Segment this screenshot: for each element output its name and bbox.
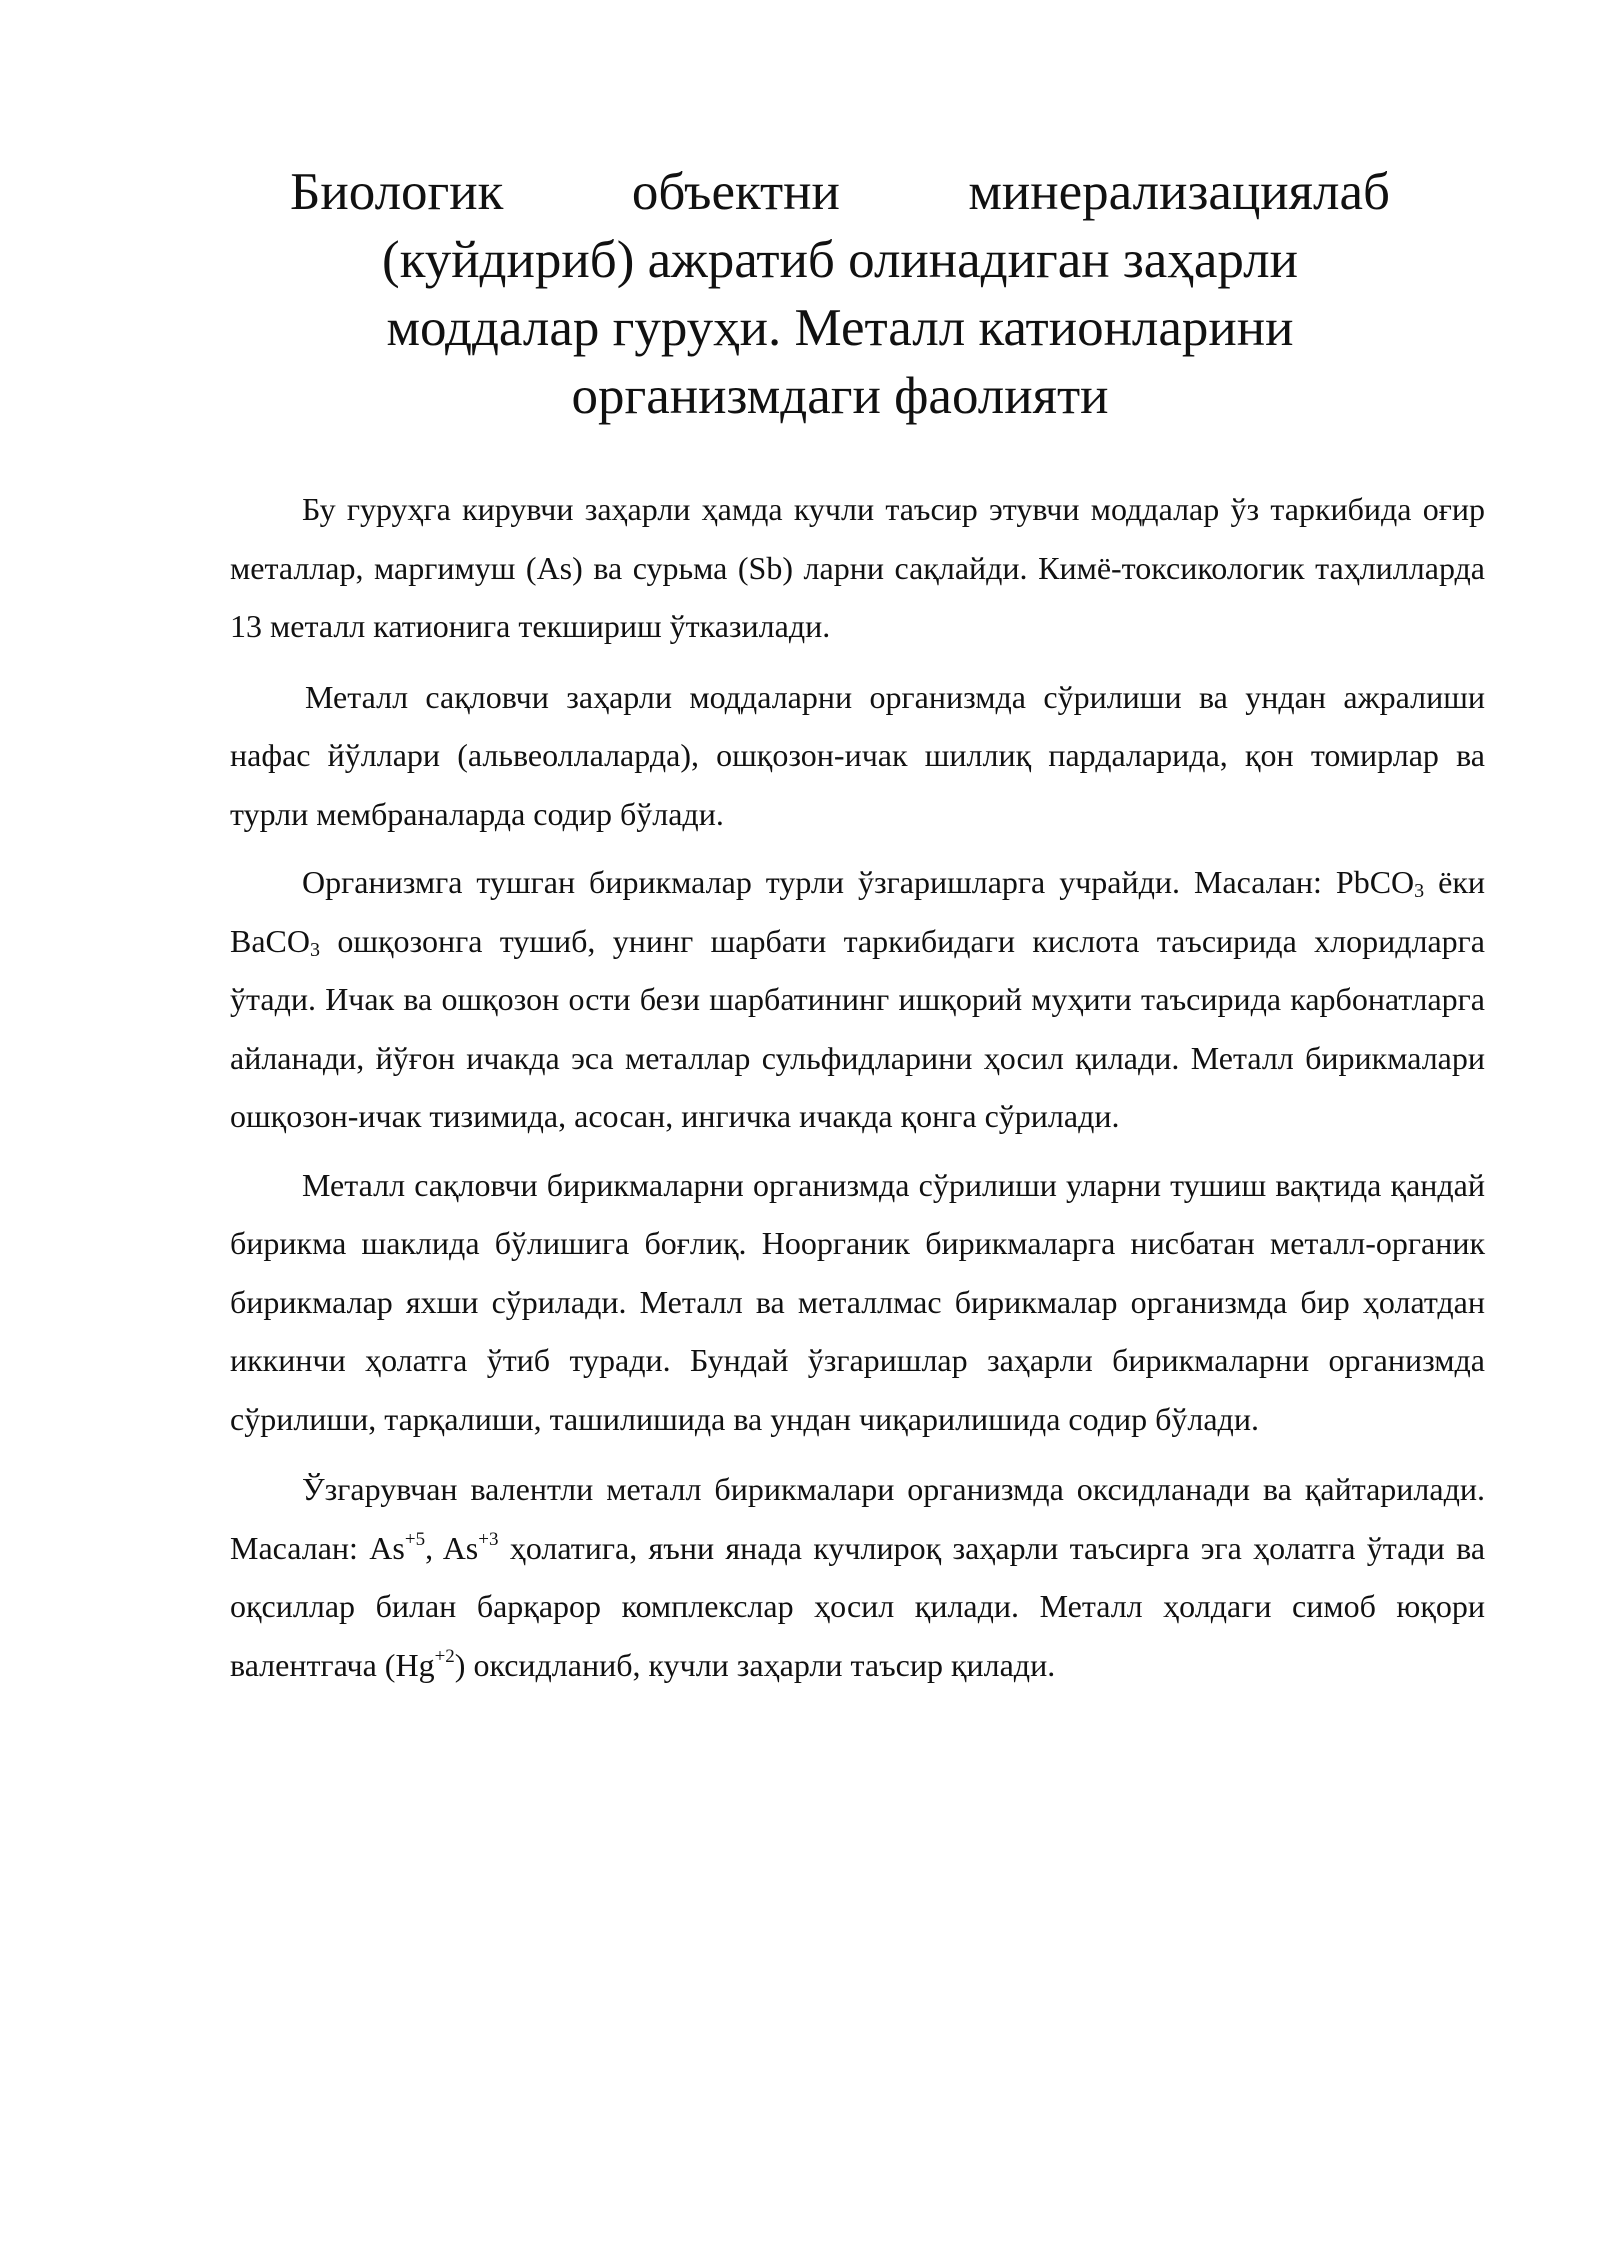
formula-pbco3-subscript: 3 [1414, 880, 1425, 902]
paragraph-2: Металл сақловчи заҳарли моддаларни организмда сўрилиши ва ундан ажралиши нафас йўллари (альвеоллаларда), ошқозон-ичак шиллиқ пардаларида, қон томирлар ва турли мембраналарда содир бўлади. [230, 678, 1485, 832]
title-line-2: (куйдириб) ажратиб олинадиган заҳарли [382, 231, 1298, 289]
ion-as-plus5-charge: +5 [404, 1528, 426, 1550]
formula-pbco3-base: PbCO [1335, 864, 1415, 900]
paragraph-1: Бу гуруҳга кирувчи заҳарли ҳамда кучли таъсир этувчи моддалар ўз таркибида оғир металлар, маргимуш (As) ва сурьма (Sb) ларни сақлайди. Кимё-токсикологик таҳлилларда 13 металл катионига текшириш ўтказилади. [230, 491, 1485, 644]
ion-as-plus5 [369, 1530, 425, 1566]
paragraph-5-text-4: ) оксидланиб, кучли заҳарли таъсир қилади. [454, 1646, 1056, 1683]
ion-as-plus5-symbol: As [369, 1529, 405, 1566]
title-line-1: Биологик объектни минерализациялаб [290, 163, 1390, 221]
paragraph-3-text-1: Организмга тушган бирикмалар турли ўзгаришларга учрайди. Масалан: [302, 864, 1336, 900]
paragraph-3-text-3: ошқозонга тушиб, унинг шарбати таркибидаги кислота таъсирида хлоридларга ўтади. Ичак ва ошқозон ости бези шарбатининг ишқорий муҳити таъсирида карбонатларга айланади, йўғон ичакда эса металлар сульфидларини ҳосил қилади. Металл бирикмалари ошқозон-ичак тизимида, асосан, ингичка ичакда қонга сўрилади. [230, 922, 1485, 1134]
paragraph-3-text-2: ёки [1424, 864, 1486, 900]
formula-baco3-subscript: 3 [310, 938, 320, 961]
ion-hg-plus2-symbol: Hg [395, 1646, 435, 1683]
title-line-3: моддалар гуруҳи. Металл катионларини [386, 299, 1294, 357]
paragraph-5 [230, 1460, 1485, 1694]
ion-as-plus3-symbol: As [442, 1529, 479, 1566]
paragraph-5-text-1: Ўзгарувчан валентли металл бирикмалари организмда оксидланади ва қайтарилади. Масалан: [230, 1471, 1485, 1566]
paragraph-5-text-2: , [425, 1529, 443, 1566]
formula-baco3 [230, 923, 320, 959]
formula-baco3-base: BaCO [230, 922, 310, 959]
paragraph-4: Металл сақловчи бирикмаларни организмда сўрилиши уларни тушиш вақтида қандай бирикма шаклида бўлишига боғлиқ. Ноорганик бирикмаларга нисбатан металл-органик бирикмалар яхши сўрилади. Металл ва металлмас бирикмалар организмда бир ҳолатдан иккинчи ҳолатга ўтиб туради. Бундай ўзгаришлар заҳарли бирикмаларни организмда сўрилиши, тарқалиши, ташилишида ва ундан чиқарилишида содир бўлади. [230, 1166, 1485, 1437]
page-title [290, 158, 1390, 430]
paragraph-5-text-3: ҳолатига, яъни янада кучлироқ заҳарли таъсирга эга ҳолатга ўтади ва оқсиллар билан барқарор комплекслар ҳосил қилади. Металл ҳолдаги симоб юқори валентгача ( [230, 1529, 1486, 1683]
document-body [230, 480, 1485, 1694]
ion-as-plus3 [443, 1530, 499, 1566]
ion-as-plus3-charge: +3 [478, 1528, 499, 1550]
ion-hg-plus2 [395, 1647, 454, 1683]
paragraph-3 [230, 853, 1485, 1146]
ion-hg-plus2-charge: +2 [434, 1645, 455, 1667]
formula-pbco3 [1336, 864, 1424, 900]
title-line-4: организмдаги фаолияти [571, 367, 1109, 425]
